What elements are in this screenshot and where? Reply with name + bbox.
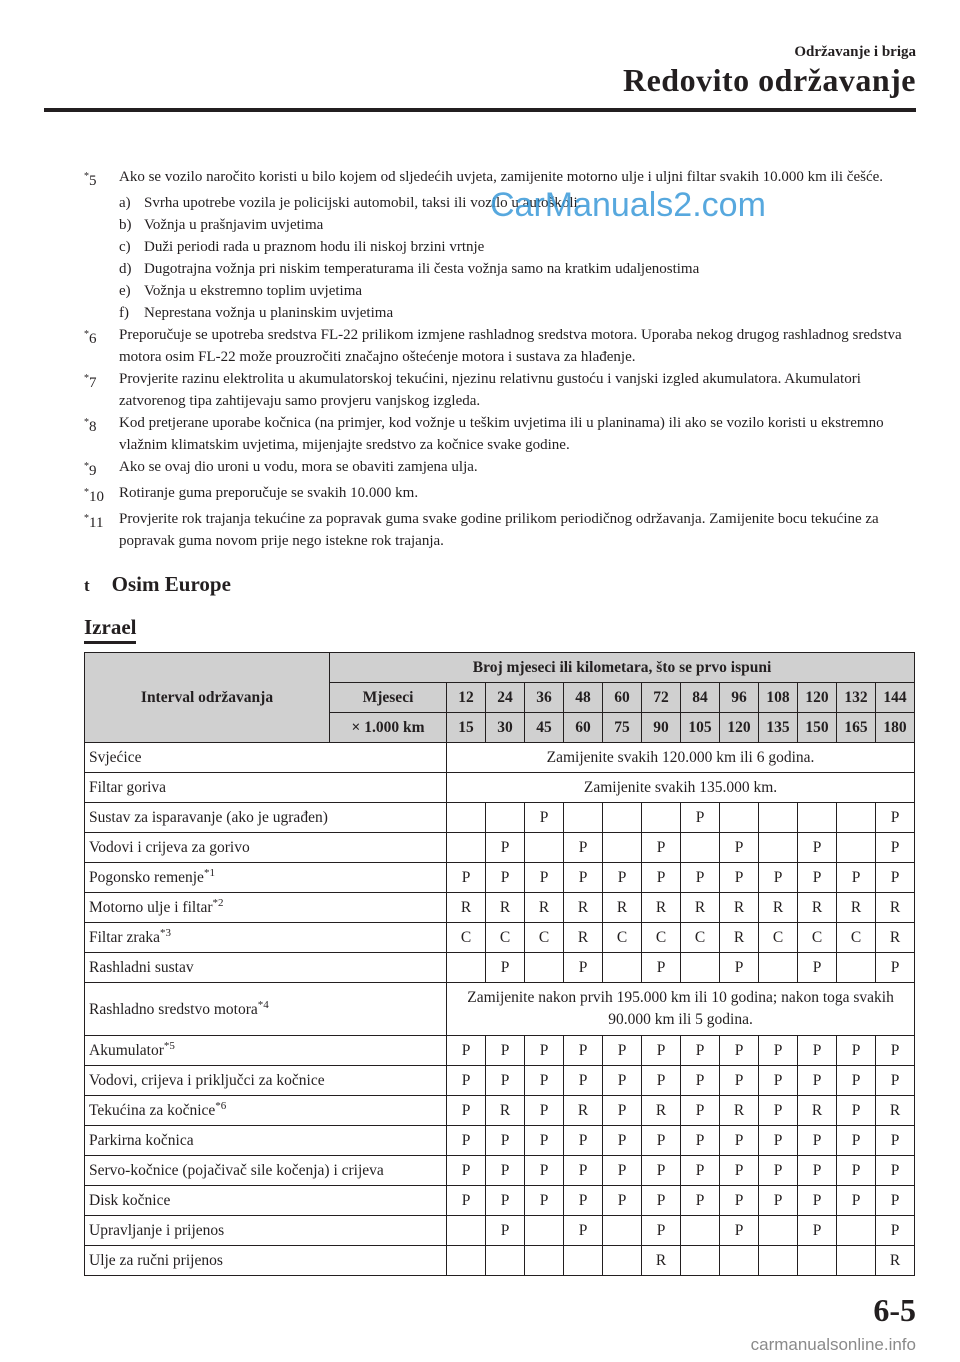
interval-cell: P xyxy=(525,863,564,893)
interval-cell: P xyxy=(642,953,681,983)
maintenance-item: Parkirna kočnica xyxy=(85,1126,447,1156)
interval-cell: R xyxy=(837,893,876,923)
section-marker: t xyxy=(84,576,90,595)
km-cell: 180 xyxy=(876,713,915,743)
maintenance-item: Rashladni sustav xyxy=(85,953,447,983)
interval-cell: P xyxy=(486,1216,525,1246)
interval-cell: P xyxy=(525,1036,564,1066)
interval-cell: P xyxy=(525,1066,564,1096)
interval-cell: C xyxy=(486,923,525,953)
interval-cell: R xyxy=(876,923,915,953)
km-cell: 45 xyxy=(525,713,564,743)
footnote-subitem: a) Svrha upotrebe vozila je policijski automobil, taksi ili vozilo u autoškoli. xyxy=(119,195,582,211)
interval-cell: R xyxy=(759,893,798,923)
subsection-heading: Izrael xyxy=(84,615,136,644)
page-number: 6-5 xyxy=(873,1292,916,1328)
months-label: Mjeseci xyxy=(330,683,447,713)
interval-cell: P xyxy=(564,1066,603,1096)
interval-cell: P xyxy=(681,1066,720,1096)
km-label: × 1.000 km xyxy=(330,713,447,743)
interval-cell: P xyxy=(759,1126,798,1156)
footnote-text: Kod pretjerane uporabe kočnica (na primjer, kod vožnje u teškim uvjetima ili u planinama) ili ako se vozilo koristi u ekstremno vlažnim klimatskim uvjetima, mijenjajte sredstvo za kočnice svake godine. xyxy=(119,415,884,453)
table-row xyxy=(85,1246,915,1276)
interval-cell: P xyxy=(837,1066,876,1096)
interval-cell: R xyxy=(798,893,837,923)
table-row xyxy=(85,1216,915,1246)
months-cell: 108 xyxy=(759,683,798,713)
months-cell: 144 xyxy=(876,683,915,713)
interval-cell: P xyxy=(447,1126,486,1156)
section-title: Osim Europe xyxy=(111,572,231,596)
maintenance-item: Akumulator$^{*5}$ xyxy=(85,1036,447,1066)
months-cell: 48 xyxy=(564,683,603,713)
interval-cell: P xyxy=(837,1186,876,1216)
interval-cell: C xyxy=(681,923,720,953)
interval-cell xyxy=(837,1246,876,1276)
interval-cell: P xyxy=(642,833,681,863)
table-row xyxy=(85,773,915,803)
km-cell: 75 xyxy=(603,713,642,743)
interval-cell xyxy=(447,1246,486,1276)
interval-cell: P xyxy=(876,863,915,893)
footnote xyxy=(84,508,924,552)
interval-cell: P xyxy=(642,1066,681,1096)
interval-cell: P xyxy=(759,1186,798,1216)
footnote xyxy=(84,368,924,412)
interval-cell: P xyxy=(564,1186,603,1216)
interval-cell xyxy=(642,803,681,833)
interval-cell: P xyxy=(798,1186,837,1216)
interval-cell: P xyxy=(837,863,876,893)
interval-cell: P xyxy=(525,1156,564,1186)
maintenance-instruction: Zamijenite nakon prvih 195.000 km ili 10 godina; nakon toga svakih 90.000 km ili 5 godina. xyxy=(447,983,915,1036)
interval-cell: P xyxy=(720,953,759,983)
interval-cell: P xyxy=(681,1186,720,1216)
interval-cell xyxy=(837,803,876,833)
interval-cell: P xyxy=(837,1156,876,1186)
interval-cell xyxy=(564,1246,603,1276)
km-cell: 30 xyxy=(486,713,525,743)
interval-cell: P xyxy=(759,1066,798,1096)
interval-cell: P xyxy=(798,863,837,893)
footnote-text: Provjerite razinu elektrolita u akumulatorskoj tekućini, njezinu relativnu gustoću i vanjski izgled akumulatora. Akumulatori zatvorenog tipa zahtijevaju samo provjeru vanjskog izgleda. xyxy=(119,371,861,409)
interval-cell: R xyxy=(603,893,642,923)
footnote-text: Rotiranje guma preporučuje se svakih 10.000 km. xyxy=(119,485,419,501)
table-row xyxy=(85,1036,915,1066)
months-cell: 12 xyxy=(447,683,486,713)
footnote xyxy=(84,456,924,482)
interval-cell xyxy=(798,1246,837,1276)
interval-cell: R xyxy=(564,893,603,923)
months-cell: 132 xyxy=(837,683,876,713)
maintenance-table xyxy=(84,652,915,1276)
table-row xyxy=(85,1126,915,1156)
footnote-text: Provjerite rok trajanja tekućine za popravak guma svake godine prilikom periodičnog održavanja. Zamijenite bocu tekućine za popravak guma novom prije nego istekne rok trajanja. xyxy=(119,511,879,549)
interval-cell: P xyxy=(798,1126,837,1156)
table-row xyxy=(85,863,915,893)
interval-cell: R xyxy=(564,923,603,953)
km-cell: 15 xyxy=(447,713,486,743)
months-cell: 72 xyxy=(642,683,681,713)
footnote-number: *5 xyxy=(84,171,97,189)
table-row xyxy=(85,1186,915,1216)
interval-cell: P xyxy=(876,1126,915,1156)
interval-cell: P xyxy=(486,1156,525,1186)
maintenance-item: Servo-kočnice (pojačivač sile kočenja) i crijeva xyxy=(85,1156,447,1186)
interval-cell: P xyxy=(681,1096,720,1126)
table-row xyxy=(85,893,915,923)
interval-cell: P xyxy=(876,953,915,983)
interval-cell: P xyxy=(447,1036,486,1066)
footer-watermark: carmanualsonline.info xyxy=(750,1335,916,1354)
table-row xyxy=(85,1156,915,1186)
header-divider xyxy=(44,108,916,112)
interval-cell xyxy=(447,833,486,863)
interval-cell xyxy=(603,1216,642,1246)
months-cell: 36 xyxy=(525,683,564,713)
maintenance-item: Pogonsko remenje$^{*1}$ xyxy=(85,863,447,893)
maintenance-item: Disk kočnice xyxy=(85,1186,447,1216)
months-cell: 24 xyxy=(486,683,525,713)
interval-cell: P xyxy=(603,863,642,893)
interval-cell: R xyxy=(720,923,759,953)
table-row xyxy=(85,803,915,833)
maintenance-item: Upravljanje i prijenos xyxy=(85,1216,447,1246)
interval-cell: R xyxy=(876,1246,915,1276)
km-cell: 135 xyxy=(759,713,798,743)
interval-cell xyxy=(486,1246,525,1276)
footnote-subitem: c) Duži periodi rada u praznom hodu ili niskoj brzini vrtnje xyxy=(119,239,485,255)
maintenance-item: Sustav za isparavanje (ako je ugrađen) xyxy=(85,803,447,833)
footnote xyxy=(84,412,924,456)
table-row xyxy=(85,953,915,983)
interval-cell xyxy=(837,833,876,863)
interval-cell: P xyxy=(447,1186,486,1216)
interval-cell: R xyxy=(720,893,759,923)
interval-cell xyxy=(837,953,876,983)
interval-cell: C xyxy=(837,923,876,953)
interval-cell: C xyxy=(759,923,798,953)
interval-cell: R xyxy=(447,893,486,923)
interval-cell: C xyxy=(798,923,837,953)
interval-cell xyxy=(525,1216,564,1246)
maintenance-item: Vodovi i crijeva za gorivo xyxy=(85,833,447,863)
interval-cell: R xyxy=(525,893,564,923)
chapter-title: Održavanje i briga xyxy=(794,44,916,60)
table-row xyxy=(85,833,915,863)
footnote-number: *11 xyxy=(84,513,104,531)
months-cell: 84 xyxy=(681,683,720,713)
footnote-subitem: d) Dugotrajna vožnja pri niskim temperaturama ili česta vožnja samo na kratkim udaljenostima xyxy=(119,261,700,277)
km-cell: 150 xyxy=(798,713,837,743)
interval-cell: P xyxy=(876,1156,915,1186)
interval-cell: P xyxy=(759,1096,798,1126)
interval-cell: P xyxy=(642,863,681,893)
footnote-text: Ako se vozilo naročito koristi u bilo kojem od sljedećih uvjeta, zamijenite motorno ulje i uljni filtar svakih 10.000 km ili češće. xyxy=(119,169,884,185)
interval-cell xyxy=(447,1216,486,1246)
footnote-text: Preporučuje se upotreba sredstva FL-22 prilikom izmjene rashladnog sredstva motora. Uporaba nekog drugog rashladnog sredstva motora osim FL-22 može prouzročiti značajno oštećenje motora i sustava za hlađenje. xyxy=(119,327,902,365)
months-cell: 96 xyxy=(720,683,759,713)
interval-cell: P xyxy=(876,1186,915,1216)
interval-cell: P xyxy=(564,1156,603,1186)
interval-cell xyxy=(603,803,642,833)
interval-cell xyxy=(564,803,603,833)
interval-cell: P xyxy=(525,803,564,833)
interval-cell xyxy=(447,803,486,833)
interval-cell xyxy=(447,953,486,983)
interval-cell: P xyxy=(603,1096,642,1126)
interval-cell: P xyxy=(447,1066,486,1096)
maintenance-item: Rashladno sredstvo motora$^{*4}$ xyxy=(85,983,447,1036)
interval-cell xyxy=(837,1216,876,1246)
interval-cell: P xyxy=(876,1036,915,1066)
maintenance-item: Vodovi, crijeva i priključci za kočnice xyxy=(85,1066,447,1096)
footnote-number: *10 xyxy=(84,487,104,505)
footnote-subitem: b) Vožnja u prašnjavim uvjetima xyxy=(119,217,324,233)
interval-cell: P xyxy=(681,1126,720,1156)
interval-cell xyxy=(525,953,564,983)
interval-cell: P xyxy=(759,863,798,893)
interval-cell: P xyxy=(798,833,837,863)
interval-cell xyxy=(486,803,525,833)
interval-cell: P xyxy=(564,1216,603,1246)
interval-cell: P xyxy=(603,1036,642,1066)
interval-cell: P xyxy=(642,1156,681,1186)
maintenance-instruction: Zamijenite svakih 135.000 km. xyxy=(447,773,915,803)
interval-cell: P xyxy=(876,1216,915,1246)
interval-cell xyxy=(759,833,798,863)
interval-cell: P xyxy=(798,1216,837,1246)
interval-cell: P xyxy=(564,953,603,983)
interval-cell: P xyxy=(798,1036,837,1066)
interval-cell: P xyxy=(486,1186,525,1216)
km-cell: 90 xyxy=(642,713,681,743)
interval-cell xyxy=(603,833,642,863)
interval-cell: R xyxy=(486,893,525,923)
interval-cell: P xyxy=(720,1066,759,1096)
interval-cell: P xyxy=(720,1036,759,1066)
footnote-number: *6 xyxy=(84,329,97,347)
interval-cell: P xyxy=(759,1156,798,1186)
interval-cell: P xyxy=(486,1066,525,1096)
footnote-text: Ako se ovaj dio uroni u vodu, mora se obaviti zamjena ulja. xyxy=(119,459,478,475)
table-row xyxy=(85,923,915,953)
interval-cell: P xyxy=(525,1186,564,1216)
interval-cell: P xyxy=(681,1036,720,1066)
interval-cell: P xyxy=(798,953,837,983)
interval-cell: C xyxy=(642,923,681,953)
interval-cell xyxy=(603,953,642,983)
footnote-number: *7 xyxy=(84,373,97,391)
interval-cell: R xyxy=(642,893,681,923)
maintenance-item: Filtar goriva xyxy=(85,773,447,803)
table-row xyxy=(85,1066,915,1096)
interval-cell: P xyxy=(759,1036,798,1066)
maintenance-item: Tekućina za kočnice$^{*6}$ xyxy=(85,1096,447,1126)
interval-cell: P xyxy=(564,833,603,863)
interval-cell xyxy=(759,803,798,833)
maintenance-item: Filtar zraka$^{*3}$ xyxy=(85,923,447,953)
km-cell: 60 xyxy=(564,713,603,743)
footnote-subitem: e) Vožnja u ekstremno toplim uvjetima xyxy=(119,283,363,299)
watermark: CarManuals2.com xyxy=(490,186,766,224)
maintenance-item: Ulje za ručni prijenos xyxy=(85,1246,447,1276)
page-title: Redovito održavanje xyxy=(622,62,916,98)
km-cell: 120 xyxy=(720,713,759,743)
interval-cell xyxy=(525,833,564,863)
interval-cell xyxy=(681,833,720,863)
interval-cell: P xyxy=(447,1096,486,1126)
interval-cell xyxy=(603,1246,642,1276)
interval-cell: P xyxy=(720,833,759,863)
group-header: Broj mjeseci ili kilometara, što se prvo ispuni xyxy=(330,653,915,683)
km-cell: 105 xyxy=(681,713,720,743)
interval-cell: P xyxy=(525,1126,564,1156)
interval-cell xyxy=(759,1216,798,1246)
interval-cell: P xyxy=(603,1186,642,1216)
interval-cell: R xyxy=(720,1096,759,1126)
interval-cell: P xyxy=(447,1156,486,1186)
interval-cell: P xyxy=(486,1036,525,1066)
months-cell: 60 xyxy=(603,683,642,713)
interval-cell: C xyxy=(447,923,486,953)
interval-cell: P xyxy=(603,1126,642,1156)
interval-cell: P xyxy=(720,1156,759,1186)
months-cell: 120 xyxy=(798,683,837,713)
interval-cell: C xyxy=(525,923,564,953)
interval-cell: P xyxy=(642,1216,681,1246)
interval-cell: P xyxy=(564,1126,603,1156)
interval-cell: R xyxy=(876,1096,915,1126)
interval-cell: P xyxy=(681,863,720,893)
interval-cell xyxy=(720,803,759,833)
interval-cell xyxy=(798,803,837,833)
maintenance-instruction: Zamijenite svakih 120.000 km ili 6 godina. xyxy=(447,743,915,773)
interval-cell: R xyxy=(642,1096,681,1126)
footnote-number: *9 xyxy=(84,461,97,479)
interval-cell xyxy=(759,1246,798,1276)
interval-cell: P xyxy=(720,1186,759,1216)
interval-cell: R xyxy=(798,1096,837,1126)
interval-cell xyxy=(720,1246,759,1276)
interval-cell: P xyxy=(798,1066,837,1096)
footnote-number: *8 xyxy=(84,417,97,435)
interval-cell: P xyxy=(837,1036,876,1066)
footnote-subitem: f) Neprestana vožnja u planinskim uvjetima xyxy=(119,305,394,321)
interval-cell: P xyxy=(642,1036,681,1066)
interval-cell: P xyxy=(837,1096,876,1126)
interval-cell: P xyxy=(681,803,720,833)
interval-cell xyxy=(759,953,798,983)
section-heading xyxy=(84,572,231,597)
interval-cell: P xyxy=(486,1126,525,1156)
interval-cell: P xyxy=(720,1126,759,1156)
interval-cell: P xyxy=(486,953,525,983)
footnote xyxy=(84,324,924,368)
interval-cell xyxy=(681,1216,720,1246)
interval-cell: P xyxy=(447,863,486,893)
interval-cell: P xyxy=(603,1066,642,1096)
interval-cell: P xyxy=(564,863,603,893)
interval-cell xyxy=(525,1246,564,1276)
interval-cell xyxy=(681,953,720,983)
footnote xyxy=(84,482,924,508)
interval-cell: P xyxy=(837,1126,876,1156)
interval-cell: P xyxy=(798,1156,837,1186)
table-row xyxy=(85,743,915,773)
interval-cell: R xyxy=(642,1246,681,1276)
km-cell: 165 xyxy=(837,713,876,743)
interval-cell: C xyxy=(603,923,642,953)
interval-cell: P xyxy=(876,1066,915,1096)
interval-cell: P xyxy=(876,833,915,863)
interval-cell: P xyxy=(603,1156,642,1186)
maintenance-item: Motorno ulje i filtar$^{*2}$ xyxy=(85,893,447,923)
interval-cell: P xyxy=(876,803,915,833)
interval-cell: R xyxy=(564,1096,603,1126)
interval-cell: P xyxy=(486,833,525,863)
table-row xyxy=(85,1096,915,1126)
maintenance-item: Svjećice xyxy=(85,743,447,773)
interval-cell: P xyxy=(720,1216,759,1246)
interval-cell: P xyxy=(564,1036,603,1066)
interval-cell: R xyxy=(876,893,915,923)
interval-header: Interval održavanja xyxy=(85,653,330,743)
interval-cell: R xyxy=(681,893,720,923)
interval-cell: P xyxy=(525,1096,564,1126)
interval-cell: P xyxy=(642,1186,681,1216)
interval-cell: P xyxy=(681,1156,720,1186)
interval-cell: P xyxy=(642,1126,681,1156)
interval-cell: P xyxy=(720,863,759,893)
interval-cell: R xyxy=(486,1096,525,1126)
interval-cell xyxy=(681,1246,720,1276)
interval-cell: P xyxy=(486,863,525,893)
table-row xyxy=(85,983,915,1036)
